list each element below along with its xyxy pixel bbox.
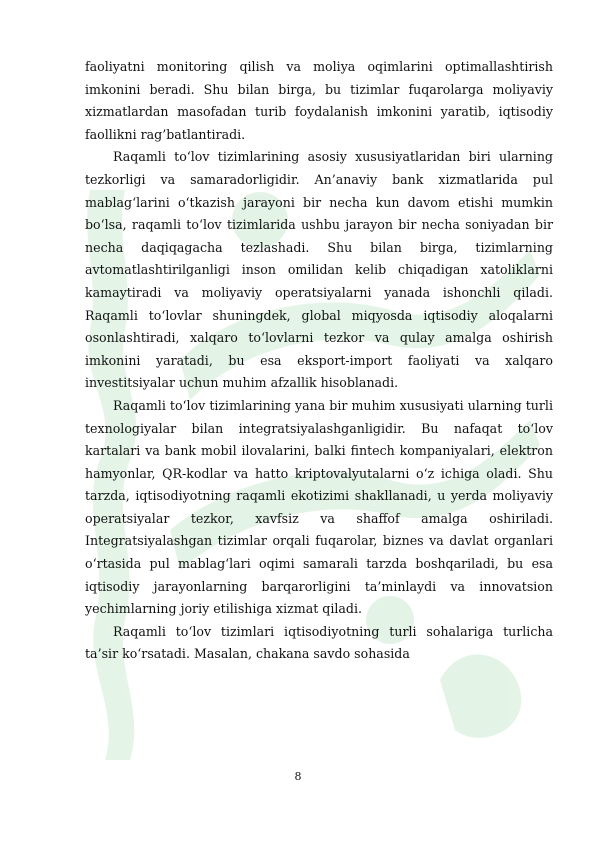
paragraph-3: Raqamli to‘lov tizimlarining yana bir muhim xususiyati ularning turli texnologiyalar bilan integratsiyalashganligidir. Bu nafaqat to‘lov kartalari va bank mobil ilovalarini, balki fintech kompaniyalari, elektron hamyonlar, QR-kodlar va hatto kriptovalyutalarni o‘z ichiga oladi. Shu tarzda, iqtisodiyotning raqamli ekotizimi shakllanadi, u yerda moliyaviy operatsiyalar tezkor, xavfsiz va shaffof amalga oshiriladi. Integratsiyalashgan tizimlar orqali fuqarolar, biznes va davlat organlari o‘rtasida pul mablag‘lari oqimi samarali tarzda boshqariladi, bu esa iqtisodiy jarayonlarning barqarorligini ta’minlaydi va innovatsion yechimlarning joriy etilishiga xizmat qiladi. xyxy=(85,397,553,617)
paragraph-2: Raqamli to‘lov tizimlarining asosiy xususiyatlaridan biri ularning tezkorligi va samaradorligidir. An’anaviy bank xizmatlarida pul mablag‘larini o‘tkazish jarayoni bir necha kun davom etishi mumkin bo‘lsa, raqamli to‘lov tizimlarida ushbu jarayon bir necha soniyadan bir necha daqiqagacha tezlashadi. Shu bilan birga, tizimlarning avtomatlashtirilganligi inson omilidan kelib chiqadigan xatoliklarni kamaytiradi va moliyaviy operatsiyalarni yanada ishonchli qiladi. Raqamli to‘lovlar shuningdek, global miqyosda iqtisodiy aloqalarni osonlashtiradi, xalqaro to‘lovlarni tezkor va qulay amalga oshirish imkonini yaratadi, bu esa eksport-import faoliyati va xalqaro investitsiyalar uchun muhim afzallik hisoblanadi. xyxy=(85,149,553,391)
paragraph-4: Raqamli to‘lov tizimlari iqtisodiyotning turli sohalariga turlicha ta’sir ko‘rsatadi. Masalan, chakana savdo sohasida xyxy=(85,623,553,662)
body-text xyxy=(85,56,553,666)
page-number: 8 xyxy=(294,770,302,783)
paragraph-1: faoliyatni monitoring qilish va moliya oqimlarini optimallashtirish imkonini beradi. Shu bilan birga, bu tizimlar fuqarolarga moliyaviy xizmatlardan masofadan turib foydalanish imkonini yaratib, iqtisodiy faollikni rag’batlantiradi. xyxy=(85,59,553,142)
